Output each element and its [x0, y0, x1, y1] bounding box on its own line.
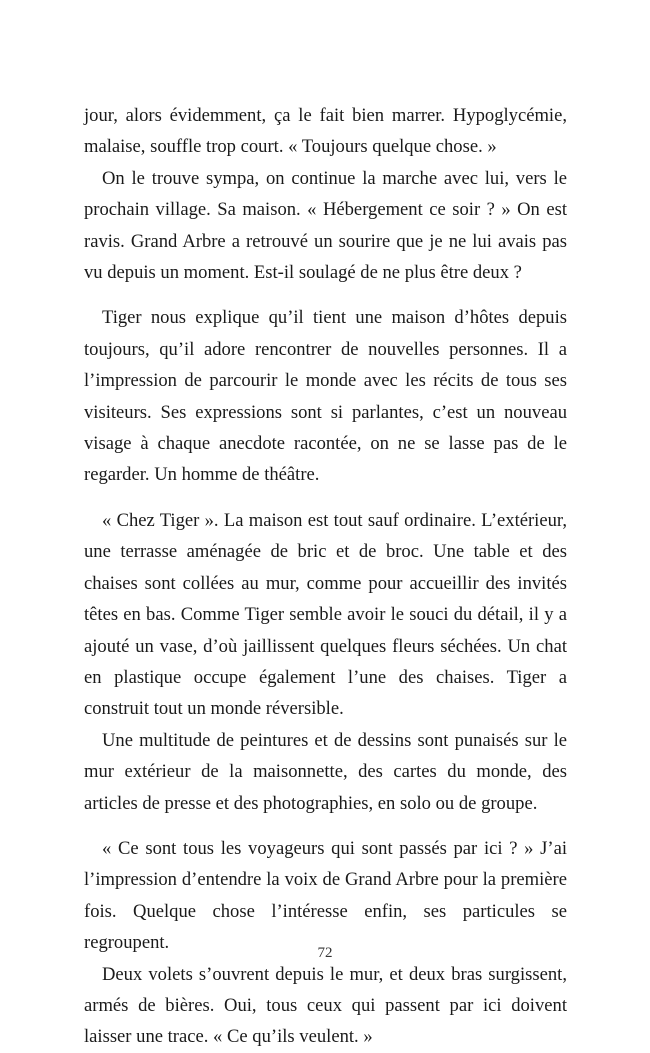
paragraph-7: Deux volets s’ouvrent depuis le mur, et deux bras surgissent, armés de bières. Oui, tous ceux qui passent par ici doivent laisser une trace. « Ce qu’ils veulent. » — [84, 963, 567, 1048]
paragraph-2: On le trouve sympa, on continue la marche avec lui, vers le prochain village. Sa maison. « Hébergement ce soir ? » On est ravis. Grand Arbre a retrouvé un sourire que je ne lui avais pas vu depuis un moment. Est-il soulagé de ne plus être deux ? — [84, 167, 567, 284]
paragraph-5: Une multitude de peintures et de dessins sont punaisés sur le mur extérieur de la maisonnette, des cartes du monde, des articles de presse et des photographies, en solo ou de groupe. — [84, 729, 567, 814]
page-number: 72 — [317, 945, 333, 961]
paragraph-6: « Ce sont tous les voyageurs qui sont passés par ici ? » J’ai l’impression d’entendre la voix de Grand Arbre pour la première fois. Quelque chose l’intéresse enfin, ses particules se regroupent. — [84, 837, 567, 954]
paragraph-4: « Chez Tiger ». La maison est tout sauf ordinaire. L’extérieur, une terrasse aménagée de bric et de broc. Une table et des chaises sont collées au mur, comme pour accueillir des invités têtes en bas. Comme Tiger semble avoir le souci du détail, il y a ajouté un vase, d’où jaillissent quelques fleurs séchées. Un chat en plastique occupe également l’une des chaises. Tiger a construit tout un monde réversible. — [84, 509, 567, 720]
paragraph-1: jour, alors évidemment, ça le fait bien marrer. Hypoglycémie, malaise, souffle trop court. « Toujours quelque chose. » — [84, 105, 567, 158]
body-text — [84, 100, 567, 1053]
paragraph-3: Tiger nous explique qu’il tient une maison d’hôtes depuis toujours, qu’il adore rencontrer de nouvelles personnes. Il a l’impression de parcourir le monde avec les récits de tous ses visiteurs. Ses expressions sont si parlantes, c’est un nouveau visage à chaque anecdote racontée, on ne se lasse pas de le regarder. Un homme de théâtre. — [84, 307, 567, 486]
